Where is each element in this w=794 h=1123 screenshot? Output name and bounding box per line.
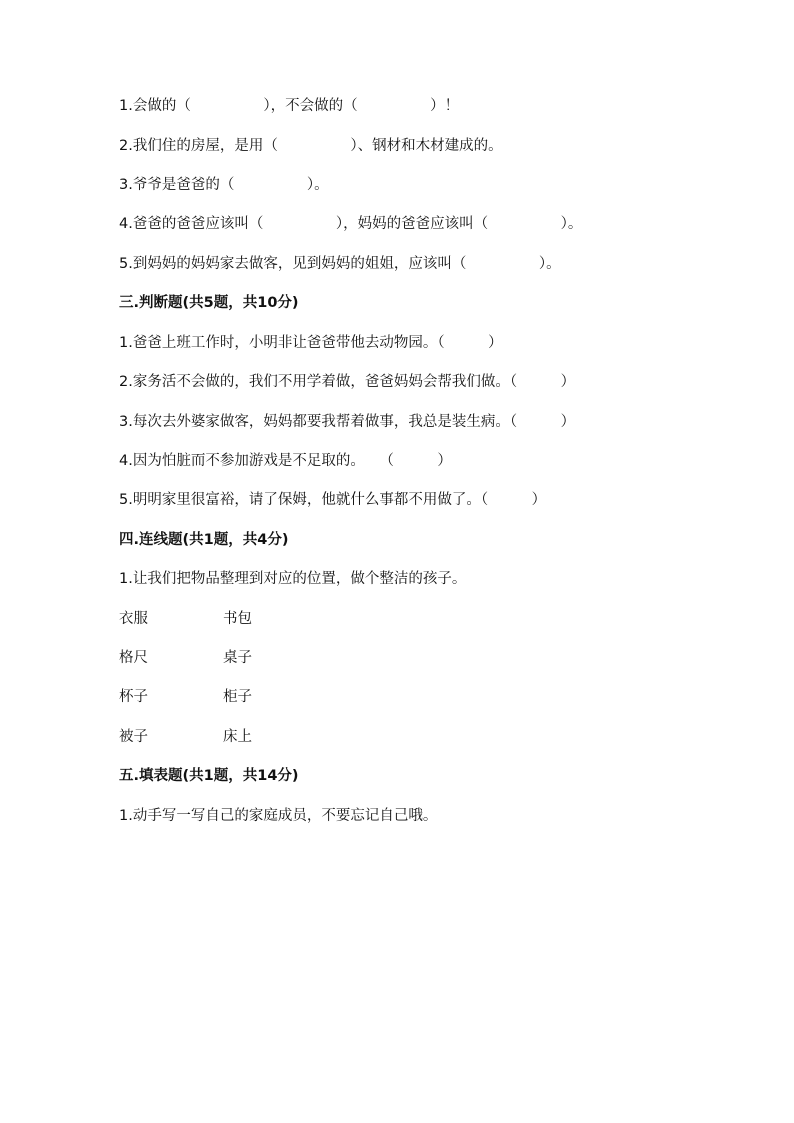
matching-question: 1.让我们把物品整理到对应的位置，做个整洁的孩子。 bbox=[119, 571, 467, 587]
judge-item-4: 4.因为怕脏而不参加游戏是不足取的。 （ ） bbox=[119, 453, 452, 469]
section5-title: 五.填表题(共1题，共14分) bbox=[119, 768, 299, 784]
matching-left-item: 被子 bbox=[119, 729, 148, 745]
fill-blank-item-1: 1.会做的（ ），不会做的（ ）！ bbox=[119, 98, 460, 114]
section3-title: 三.判断题(共5题，共10分) bbox=[119, 295, 299, 311]
matching-left-item: 衣服 bbox=[119, 611, 148, 627]
judge-item-2: 2.家务活不会做的，我们不用学着做，爸爸妈妈会帮我们做。（ ） bbox=[119, 374, 576, 390]
matching-right-item: 书包 bbox=[223, 611, 252, 627]
matching-left-item: 杯子 bbox=[119, 689, 148, 705]
fill-blank-item-3: 3.爷爷是爸爸的（ ）。 bbox=[119, 177, 329, 193]
fill-blank-item-5: 5.到妈妈的妈妈家去做客，见到妈妈的姐姐，应该叫（ ）。 bbox=[119, 256, 561, 272]
fill-blank-item-4: 4.爸爸的爸爸应该叫（ ），妈妈的爸爸应该叫（ ）。 bbox=[119, 216, 583, 232]
matching-right-item: 床上 bbox=[223, 729, 252, 745]
judge-item-3: 3.每次去外婆家做客，妈妈都要我帮着做事，我总是装生病。（ ） bbox=[119, 414, 576, 430]
judge-item-5: 5.明明家里很富裕，请了保姆，他就什么事都不用做了。（ ） bbox=[119, 492, 547, 508]
section4-title: 四.连线题(共1题，共4分) bbox=[119, 532, 289, 548]
table-question: 1.动手写一写自己的家庭成员，不要忘记自己哦。 bbox=[119, 808, 438, 824]
matching-right-item: 柜子 bbox=[223, 689, 252, 705]
judge-item-1: 1.爸爸上班工作时，小明非让爸爸带他去动物园。（ ） bbox=[119, 335, 503, 351]
matching-right-item: 桌子 bbox=[223, 650, 252, 666]
fill-blank-item-2: 2.我们住的房屋，是用（ ）、钢材和木材建成的。 bbox=[119, 138, 503, 154]
matching-left-item: 格尺 bbox=[119, 650, 148, 666]
